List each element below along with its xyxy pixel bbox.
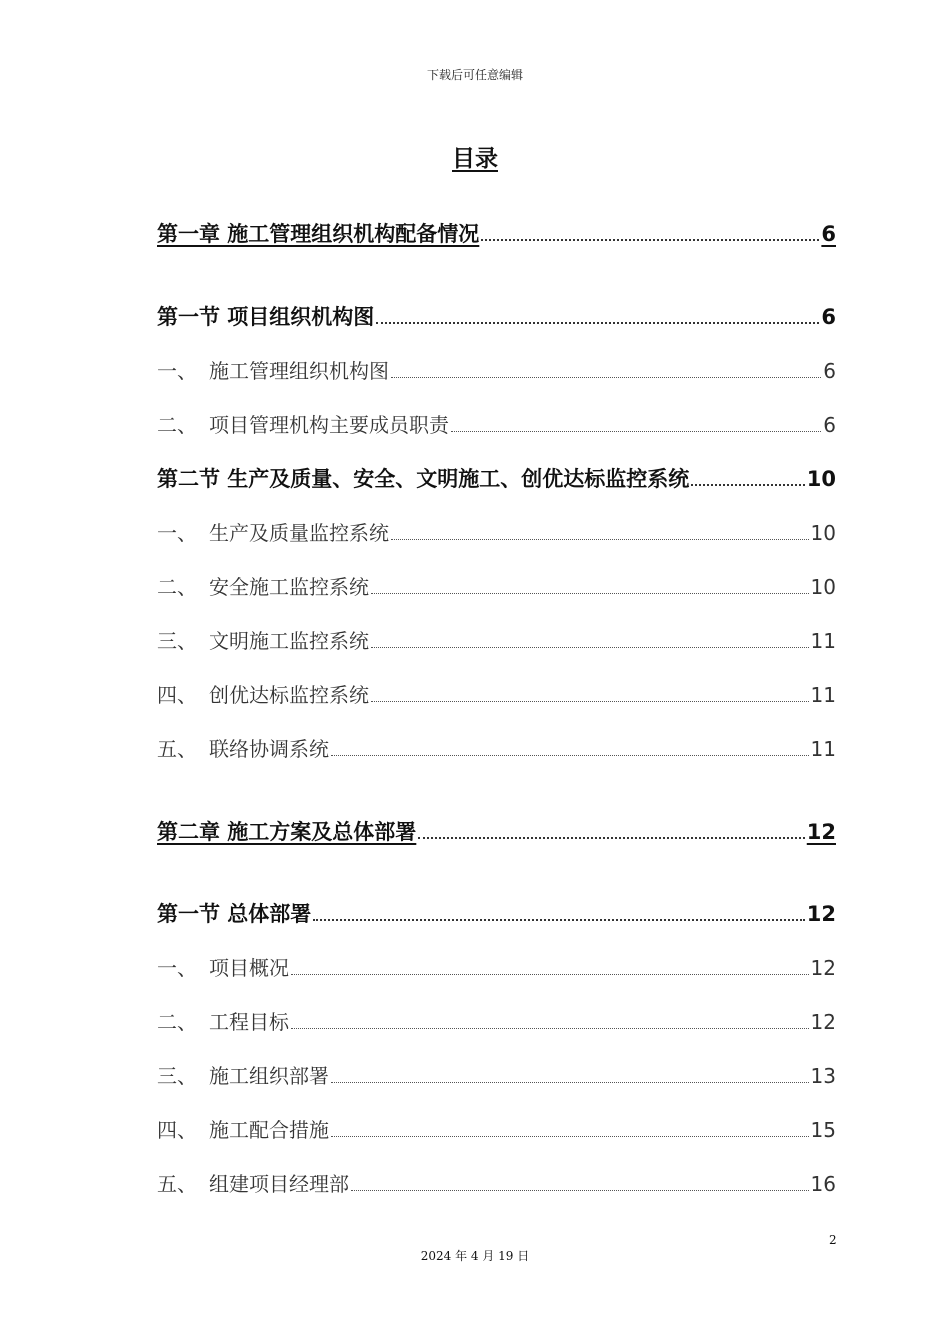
toc-dot-leader <box>371 593 809 594</box>
toc-entry-label: 施工组织部署 <box>209 1064 329 1088</box>
toc-title-text: 目录 <box>452 146 498 172</box>
toc-entry-item[interactable] <box>157 952 836 981</box>
toc-entry-label: 组建项目经理部 <box>209 1172 349 1196</box>
toc-entry-number: 五、 <box>157 1172 197 1196</box>
toc-entry-chapter[interactable] <box>157 816 836 846</box>
toc-entry-label: 工程目标 <box>209 1010 289 1034</box>
toc-dot-leader <box>481 239 819 241</box>
toc-entry-section[interactable] <box>157 301 836 331</box>
toc-dot-leader <box>371 647 809 648</box>
toc-entry-section[interactable] <box>157 463 836 493</box>
toc-entry-page: 15 <box>810 1118 836 1142</box>
toc-title <box>0 140 950 173</box>
toc-entry-item[interactable] <box>157 1006 836 1035</box>
toc-entry-item[interactable] <box>157 355 836 384</box>
toc-dot-leader <box>371 701 809 702</box>
toc-entry-number: 二、 <box>157 1010 197 1034</box>
toc-dot-leader <box>391 539 809 540</box>
toc-entry-number: 二、 <box>157 413 197 437</box>
toc-entry-page: 12 <box>810 1010 836 1034</box>
toc-entry-page: 12 <box>806 902 836 926</box>
toc-entry-chapter[interactable] <box>157 218 836 248</box>
toc-entry-page: 12 <box>806 820 836 844</box>
toc-entry-item[interactable] <box>157 1060 836 1089</box>
toc-entry-item[interactable] <box>157 679 836 708</box>
toc-entry-number: 二、 <box>157 575 197 599</box>
toc-dot-leader <box>313 919 804 921</box>
toc-entry-item[interactable] <box>157 409 836 438</box>
toc-entry-label: 第二节 生产及质量、安全、文明施工、创优达标监控系统 <box>157 467 690 491</box>
toc-dot-leader <box>331 1136 809 1137</box>
toc-entry-item[interactable] <box>157 1168 836 1197</box>
toc-entry-page: 10 <box>806 467 836 491</box>
toc-entry-label: 联络协调系统 <box>209 737 329 761</box>
page-footer-date: 2024 年 4 月 19 日 <box>420 1249 530 1263</box>
toc-dot-leader <box>351 1190 809 1191</box>
toc-entry-number: 一、 <box>157 956 197 980</box>
toc-entry-page: 10 <box>810 521 836 545</box>
toc-entry-label: 生产及质量监控系统 <box>209 521 389 545</box>
toc-entry-page: 6 <box>821 222 836 246</box>
toc-entry-page: 11 <box>810 683 836 707</box>
toc-dot-leader <box>391 377 821 378</box>
toc-entry-page: 12 <box>810 956 836 980</box>
toc-dot-leader <box>451 431 821 432</box>
toc-dot-leader <box>418 837 804 839</box>
toc-dot-leader <box>291 974 809 975</box>
toc-entry-item[interactable] <box>157 571 836 600</box>
toc-entry-page: 10 <box>810 575 836 599</box>
toc-entry-item[interactable] <box>157 1114 836 1143</box>
toc-entry-label: 第一节 项目组织机构图 <box>157 305 375 329</box>
toc-entry-label: 文明施工监控系统 <box>209 629 369 653</box>
toc-dot-leader <box>376 322 819 324</box>
toc-dot-leader <box>691 484 804 486</box>
toc-entry-number: 四、 <box>157 1118 197 1142</box>
toc-entry-label: 项目管理机构主要成员职责 <box>209 413 449 437</box>
toc-entry-label: 第一章 施工管理组织机构配备情况 <box>157 222 480 246</box>
toc-entry-label: 安全施工监控系统 <box>209 575 369 599</box>
toc-entry-page: 16 <box>810 1172 836 1196</box>
toc-entry-page: 11 <box>810 737 836 761</box>
toc-entry-item[interactable] <box>157 733 836 762</box>
toc-entry-number: 五、 <box>157 737 197 761</box>
toc-entry-label: 施工管理组织机构图 <box>209 359 389 383</box>
toc-entry-label: 施工配合措施 <box>209 1118 329 1142</box>
toc-entry-number: 三、 <box>157 629 197 653</box>
toc-entry-number: 一、 <box>157 521 197 545</box>
toc-entry-number: 三、 <box>157 1064 197 1088</box>
toc-entry-page: 6 <box>823 359 836 383</box>
toc-entry-page: 6 <box>823 413 836 437</box>
toc-entry-label: 创优达标监控系统 <box>209 683 369 707</box>
toc-dot-leader <box>331 755 809 756</box>
page-number: 2 <box>829 1233 837 1247</box>
page-header: 下载后可任意编辑 <box>426 68 523 82</box>
toc-entry-label: 第二章 施工方案及总体部署 <box>157 820 417 844</box>
toc-dot-leader <box>331 1082 809 1083</box>
toc-entry-number: 四、 <box>157 683 197 707</box>
toc-entry-item[interactable] <box>157 625 836 654</box>
toc-entry-label: 第一节 总体部署 <box>157 902 312 926</box>
toc-entry-number: 一、 <box>157 359 197 383</box>
toc-entry-page: 13 <box>810 1064 836 1088</box>
toc-entry-section[interactable] <box>157 898 836 928</box>
toc-entry-label: 项目概况 <box>209 956 289 980</box>
toc-dot-leader <box>291 1028 809 1029</box>
toc-entry-item[interactable] <box>157 517 836 546</box>
toc-entry-page: 6 <box>821 305 836 329</box>
toc-entry-page: 11 <box>810 629 836 653</box>
